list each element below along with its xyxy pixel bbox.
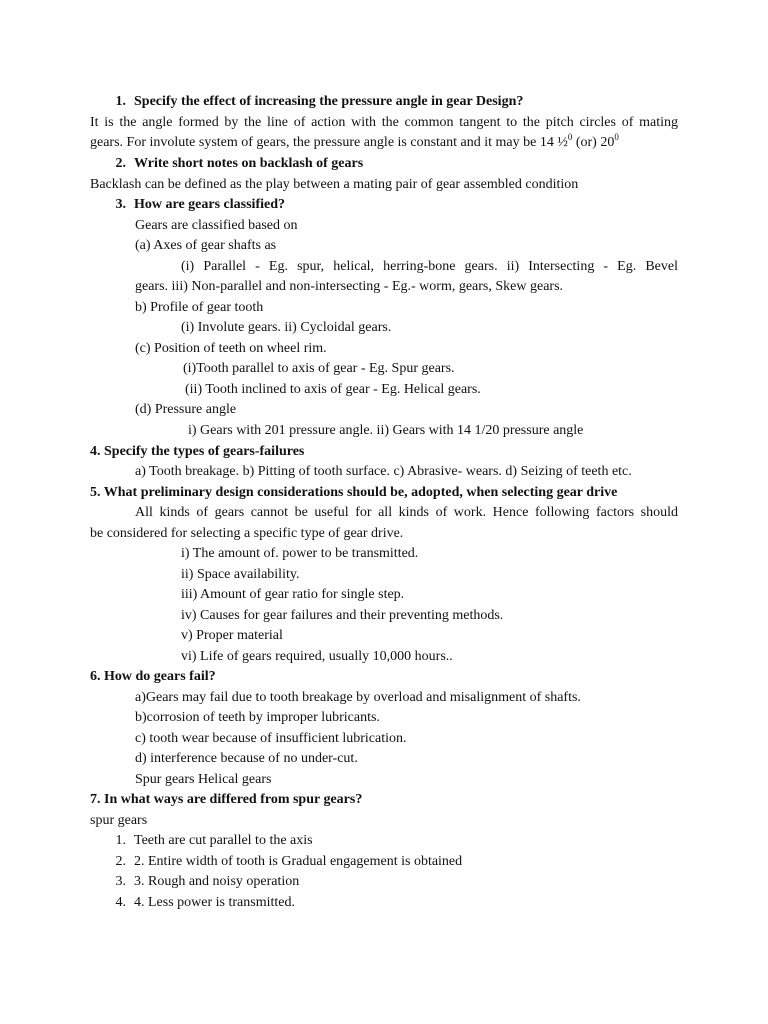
question-1-heading xyxy=(104,94,523,110)
degree-superscript: 0 xyxy=(567,132,573,142)
answer-3-c-line-2: (ii) Tooth inclined to axis of gear - Eg. Helical gears. xyxy=(185,382,481,397)
answer-5-para-line-1: All kinds of gears cannot be useful for all kinds of work. Hence following factors should xyxy=(135,505,678,520)
answer-1-line-2: gears. For involute system of gears, the pressure angle is constant and it may be 14 ½$^0$ (or) $20^0$ xyxy=(90,132,619,150)
list-item-text: 3. Rough and noisy operation xyxy=(134,874,300,889)
answer-3-b-line: (i) Involute gears. ii) Cycloidal gears. xyxy=(181,320,392,335)
list-item-text: Teeth are cut parallel to the axis xyxy=(134,833,313,848)
question-1-title: Specify the effect of increasing the pressure angle in gear Design? xyxy=(134,94,524,109)
question-3-heading xyxy=(104,197,285,213)
list-item-number: 1. xyxy=(115,833,126,848)
list-item xyxy=(104,895,295,911)
answer-3-d-line: i) Gears with 201 pressure angle. ii) Gears with 14 1/20 pressure angle xyxy=(188,423,584,438)
failure-item: a)Gears may fail due to tooth breakage by overload and misalignment of shafts. xyxy=(135,690,581,705)
failure-item: b)corrosion of teeth by improper lubricants. xyxy=(135,710,380,725)
answer-3-a-line-2: gears. iii) Non-parallel and non-intersecting - Eg.- worm, gears, Skew gears. xyxy=(135,279,564,294)
question-2-heading xyxy=(104,156,363,172)
answer-3-intro: Gears are classified based on xyxy=(135,218,298,233)
list-item-number: 2. xyxy=(115,854,126,869)
answer-3-a-line-1: (i) Parallel - Eg. spur, helical, herring-bone gears. ii) Intersecting - Eg. Bevel xyxy=(181,259,678,274)
list-item xyxy=(104,854,462,870)
answer-2-text: Backlash can be defined as the play between a mating pair of gear assembled condition xyxy=(90,177,579,192)
factor-item: iii) Amount of gear ratio for single step. xyxy=(181,587,405,602)
degree-superscript: 0 xyxy=(614,132,619,142)
question-4-heading: 4. Specify the types of gears-failures xyxy=(90,444,305,459)
answer-3-d-heading: (d) Pressure angle xyxy=(135,402,237,417)
failure-item: c) tooth wear because of insufficient lubrication. xyxy=(135,731,407,746)
answer-3-c-line-1: (i)Tooth parallel to axis of gear - Eg. Spur gears. xyxy=(183,361,455,376)
list-item-number: 4. xyxy=(115,895,126,910)
question-1-number: 1. xyxy=(115,94,126,109)
answer-3-a-heading: (a) Axes of gear shafts as xyxy=(135,238,277,253)
question-7-heading: 7. In what ways are differed from spur gears? xyxy=(90,792,363,807)
answer-4-text: a) Tooth breakage. b) Pitting of tooth surface. c) Abrasive- wears. d) Seizing of teeth etc. xyxy=(135,464,632,479)
list-item-number: 3. xyxy=(115,874,126,889)
factor-item: v) Proper material xyxy=(181,628,283,643)
question-3-number: 3. xyxy=(115,197,126,212)
failure-item: d) interference because of no under-cut. xyxy=(135,751,358,766)
answer-1-line-1: It is the angle formed by the line of action with the common tangent to the pitch circles of mating xyxy=(90,115,678,130)
factor-item: i) The amount of. power to be transmitted. xyxy=(181,546,419,561)
question-2-title: Write short notes on backlash of gears xyxy=(134,156,364,171)
factor-item: iv) Causes for gear failures and their preventing methods. xyxy=(181,608,504,623)
question-3-title: How are gears classified? xyxy=(134,197,285,212)
question-6-heading: 6. How do gears fail? xyxy=(90,669,216,684)
question-5-heading: 5. What preliminary design considerations should be, adopted, when selecting gear drive xyxy=(90,485,618,500)
answer-7-subheading: spur gears xyxy=(90,813,148,828)
list-item xyxy=(104,874,299,890)
answer-3-b-heading: b) Profile of gear tooth xyxy=(135,300,264,315)
answer-5-para-line-2: be considered for selecting a specific type of gear drive. xyxy=(90,526,404,541)
list-item xyxy=(104,833,313,849)
list-item-text: 2. Entire width of tooth is Gradual engagement is obtained xyxy=(134,854,463,869)
answer-3-c-heading: (c) Position of teeth on wheel rim. xyxy=(135,341,327,356)
factor-item: ii) Space availability. xyxy=(181,567,300,582)
factor-item: vi) Life of gears required, usually 10,000 hours.. xyxy=(181,649,453,664)
list-item-text: 4. Less power is transmitted. xyxy=(134,895,295,910)
question-2-number: 2. xyxy=(115,156,126,171)
failure-item: Spur gears Helical gears xyxy=(135,772,272,787)
